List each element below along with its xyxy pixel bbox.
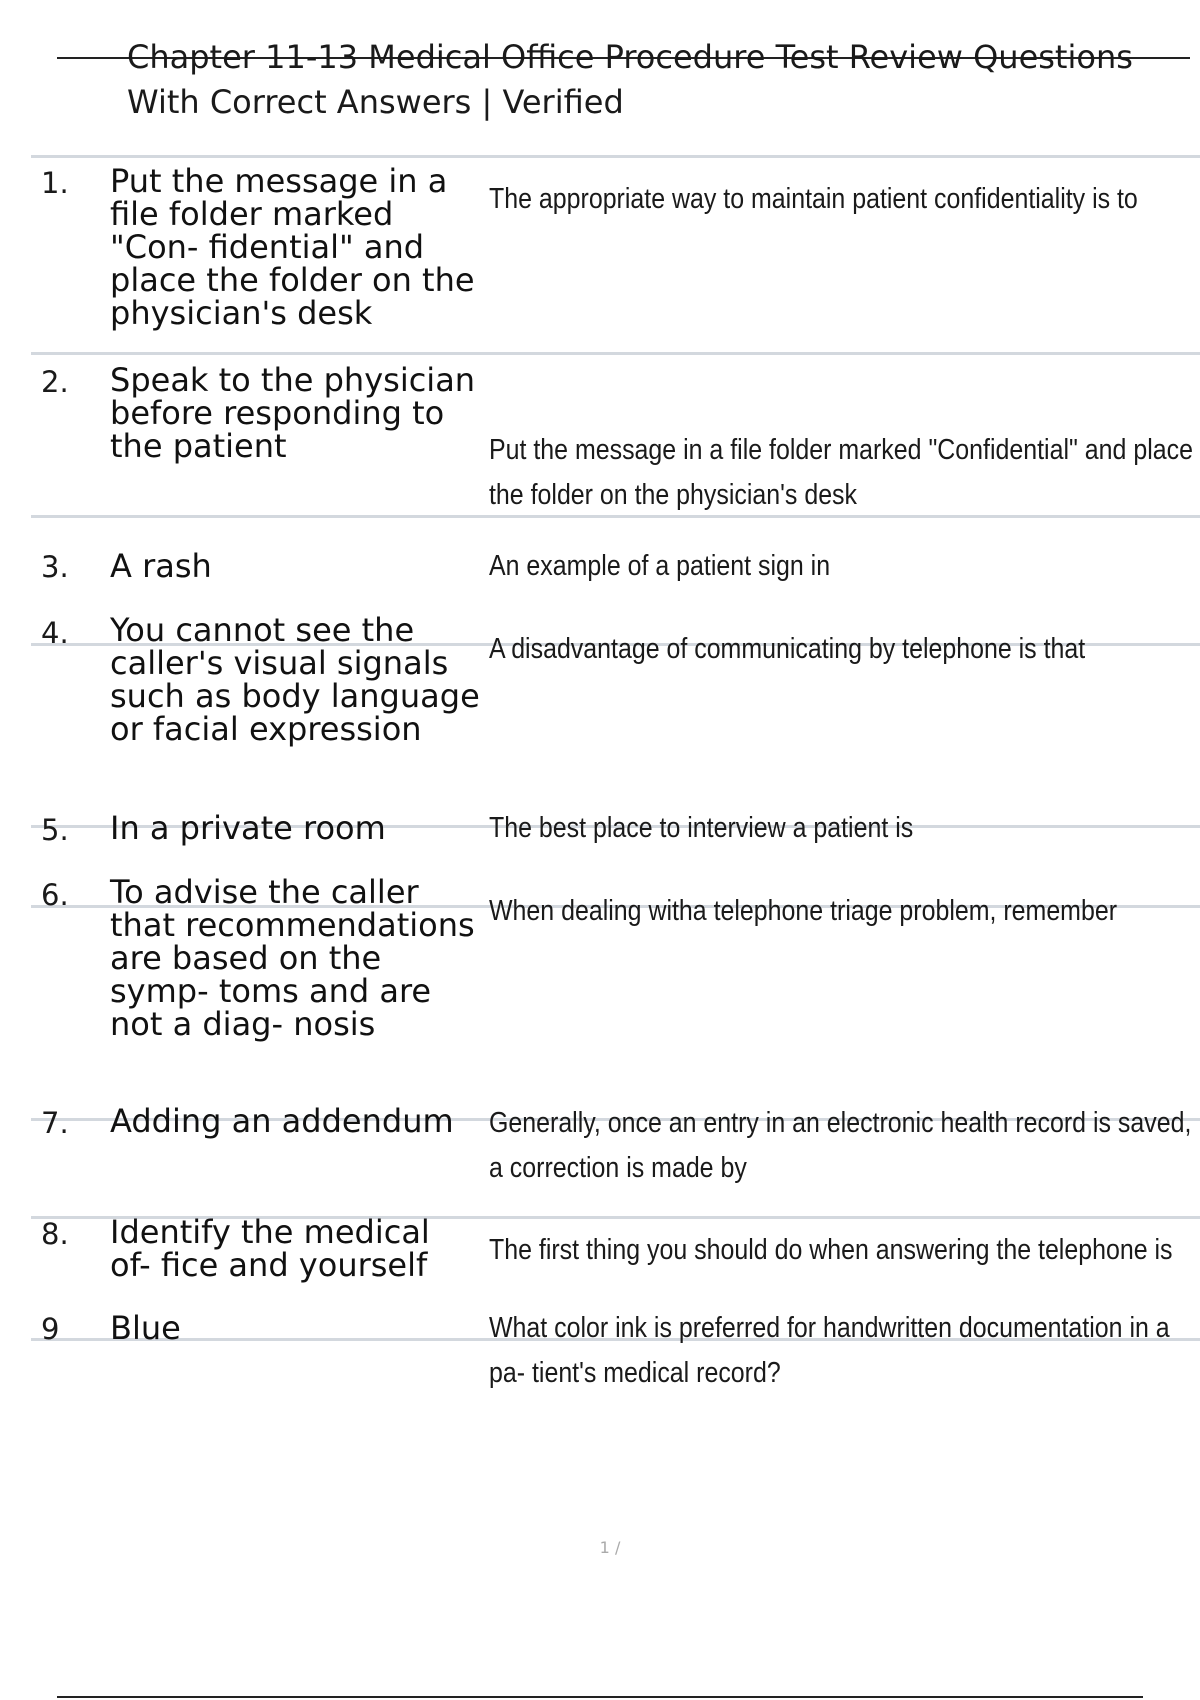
item-answer: In a private room (110, 809, 386, 847)
item-answer: To advise the caller that recommendations are based on the symp- toms and are not a diag- nosis (110, 873, 475, 1043)
item-answer: Speak to the physician before responding to the patient (110, 361, 476, 465)
item-question: A disadvantage of communicating by telephone is that (489, 633, 1086, 665)
item-number: 9 (41, 1312, 60, 1346)
item-number: 8. (41, 1217, 69, 1251)
item-number: 4. (41, 616, 69, 650)
item-number: 3. (41, 550, 69, 584)
row-divider (31, 352, 1200, 355)
item-question: The first thing you should do when answering the telephone is (489, 1234, 1173, 1266)
item-answer: Identify the medical of- fice and yourself (110, 1213, 430, 1284)
item-number: 2. (41, 365, 69, 399)
item-question: The appropriate way to maintain patient confidentiality is to (489, 183, 1138, 215)
row-divider (31, 155, 1200, 158)
item-answer: Adding an addendum (110, 1102, 454, 1140)
item-question: An example of a patient sign in (489, 550, 831, 582)
item-question: Put the message in a file folder marked "Confidential" and place the folder on the physician's desk (489, 434, 1193, 511)
item-question: Generally, once an entry in an electronic health record is saved, a correction is made by (489, 1107, 1192, 1184)
page-title: Chapter 11-13 Medical Office Procedure Test Review Questions With Correct Answers | Verified (127, 38, 1133, 121)
footer-rule (57, 1696, 1143, 1698)
item-question: When dealing witha telephone triage problem, remember (489, 895, 1118, 927)
item-question: The best place to interview a patient is (489, 812, 914, 844)
item-number: 5. (41, 813, 69, 847)
item-answer: You cannot see the caller's visual signals such as body language or facial expression (110, 611, 480, 748)
item-question: What color ink is preferred for handwritten documentation in a pa- tient's medical record? (489, 1312, 1170, 1389)
page-number: 1 / (599, 1538, 621, 1557)
item-number: 6. (41, 878, 69, 912)
item-answer: A rash (110, 547, 212, 585)
item-number: 7. (41, 1106, 69, 1140)
item-number: 1. (41, 166, 69, 200)
item-answer: Put the message in a file folder marked "Con- fidential" and place the folder on the physician's desk (110, 162, 475, 332)
item-answer: Blue (110, 1309, 181, 1347)
